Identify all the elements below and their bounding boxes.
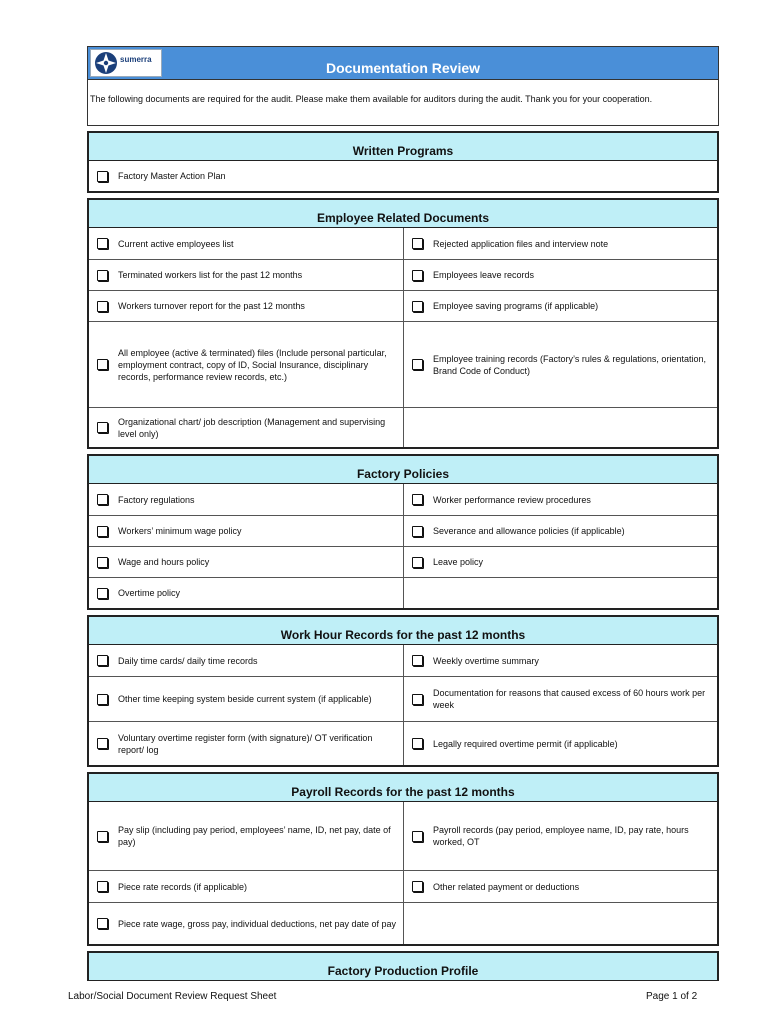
checklist-row (89, 870, 717, 902)
checklist-cell (403, 547, 717, 577)
section-title: Factory Policies (89, 456, 717, 484)
checklist-cell (89, 578, 403, 608)
checklist-cell (89, 722, 403, 765)
checklist-cell (89, 802, 403, 870)
checklist-row (89, 546, 717, 577)
intro-text: The following documents are required for the audit. Please make them available for auditors during the audit. Thank you for your cooperation. (87, 80, 719, 126)
checklist-item-label: Terminated workers list for the past 12 months (118, 270, 303, 280)
section (87, 951, 719, 981)
checkbox[interactable] (412, 526, 423, 537)
section-title: Payroll Records for the past 12 months (89, 774, 717, 802)
checkbox[interactable] (97, 422, 108, 433)
checklist-cell (89, 645, 403, 676)
checklist-cell (89, 322, 403, 407)
checkbox[interactable] (97, 171, 108, 182)
checkbox[interactable] (412, 270, 423, 281)
checklist-item-label: Severance and allowance policies (if applicable) (433, 526, 625, 536)
checklist-row (89, 484, 717, 515)
checkbox[interactable] (97, 655, 108, 666)
checklist-item-label: Employees leave records (433, 270, 535, 280)
checkbox[interactable] (97, 831, 108, 842)
checklist-item-label: Payroll records (pay period, employee name, ID, pay rate, hours worked, OT (433, 825, 689, 847)
section-title: Employee Related Documents (89, 200, 717, 228)
logo-text: sumerra (120, 54, 152, 64)
section (87, 615, 719, 767)
checklist-item-label: Workers’ minimum wage policy (118, 526, 242, 536)
checklist-cell (403, 903, 717, 944)
checkbox[interactable] (97, 588, 108, 599)
checkbox[interactable] (412, 557, 423, 568)
checkbox[interactable] (97, 238, 108, 249)
checkbox[interactable] (97, 881, 108, 892)
checklist-row (89, 902, 717, 944)
checklist-cell (403, 516, 717, 546)
checklist-item-label: Factory Master Action Plan (118, 171, 226, 181)
checklist-cell (403, 645, 717, 676)
checklist-item-label: Pay slip (including pay period, employees’ name, ID, net pay, date of pay) (118, 825, 391, 847)
section-title: Written Programs (89, 133, 717, 161)
checklist-row (89, 259, 717, 290)
checklist-cell (403, 677, 717, 721)
checkbox[interactable] (97, 738, 108, 749)
checklist-cell (403, 260, 717, 290)
checkbox[interactable] (412, 238, 423, 249)
checklist-row (89, 161, 717, 191)
checklist-row (89, 321, 717, 407)
footer-document-name: Labor/Social Document Review Request Sheet (68, 991, 277, 1002)
checklist-row (89, 515, 717, 546)
checkbox[interactable] (412, 655, 423, 666)
section (87, 772, 719, 946)
checklist-item-label: Documentation for reasons that caused excess of 60 hours work per week (433, 688, 706, 710)
checklist-row (89, 721, 717, 765)
compass-logo-icon (93, 51, 119, 75)
checklist-item-label: Rejected application files and interview note (433, 238, 609, 249)
checklist-item-label: Other time keeping system beside current system (if applicable) (118, 694, 372, 704)
checklist-row (89, 407, 717, 447)
checklist-item-label: Employee training records (Factory’s rules & regulations, orientation, Brand Code of Conduct) (433, 353, 706, 376)
checkbox[interactable] (97, 526, 108, 537)
checklist-row (89, 290, 717, 321)
checklist-item-label: Wage and hours policy (118, 557, 210, 567)
checklist-cell (403, 228, 717, 259)
checklist-item-label: Worker performance review procedures (433, 494, 591, 505)
checklist-cell (403, 484, 717, 515)
checklist-cell (89, 903, 403, 944)
checklist-item-label: Piece rate records (if applicable) (118, 881, 248, 892)
page-title: Documentation Review (325, 60, 481, 76)
checklist-item-label: Current active employees list (118, 238, 234, 249)
checklist-cell (89, 228, 403, 259)
checklist-item-label: Workers turnover report for the past 12 months (118, 301, 305, 311)
checklist-cell (89, 408, 403, 447)
checklist-item-label: Piece rate wage, gross pay, individual deductions, net pay date of pay (118, 918, 397, 929)
checklist-cell (403, 722, 717, 765)
checklist-cell (89, 677, 403, 721)
checklist-cell (403, 322, 717, 407)
checklist-item-label: Organizational chart/ job description (Management and supervising level only) (118, 416, 386, 439)
checklist-cell (403, 408, 717, 447)
checkbox[interactable] (412, 694, 423, 705)
checkbox[interactable] (97, 359, 108, 370)
section-title: Factory Production Profile (89, 953, 717, 981)
checkbox[interactable] (412, 831, 423, 842)
checklist-row (89, 802, 717, 870)
checklist-row (89, 645, 717, 676)
section (87, 454, 719, 610)
checkbox[interactable] (97, 301, 108, 312)
checklist-cell (89, 161, 717, 191)
checklist-item-label: All employee (active & terminated) files (Include personal particular, employment contract, copy of ID, Social Insurance, disciplinary records, performance review records, etc.) (118, 347, 387, 382)
checklist-item-label: Daily time cards/ daily time records (118, 655, 258, 666)
checkbox[interactable] (412, 359, 423, 370)
section (87, 198, 719, 449)
checkbox[interactable] (412, 881, 423, 892)
checklist-item-label: Voluntary overtime register form (with signature)/ OT verification report/ log (118, 732, 373, 755)
checklist-cell (89, 291, 403, 321)
checklist-cell (89, 260, 403, 290)
review-sheet (87, 46, 719, 981)
footer-page-number: Page 1 of 2 (646, 991, 698, 1002)
checklist-item-label: Overtime policy (118, 588, 181, 598)
checklist-row (89, 228, 717, 259)
checklist-cell (403, 802, 717, 870)
checklist-item-label: Weekly overtime summary (433, 655, 539, 666)
checklist-item-label: Factory regulations (118, 494, 195, 505)
checkbox[interactable] (97, 918, 108, 929)
checklist-cell (403, 291, 717, 321)
checkbox[interactable] (97, 694, 108, 705)
title-bar (87, 46, 719, 80)
company-logo (90, 49, 162, 77)
checklist-row (89, 676, 717, 721)
checklist-item-label: Employee saving programs (if applicable) (433, 301, 599, 311)
checklist-row (89, 577, 717, 608)
checklist-item-label: Leave policy (433, 557, 484, 567)
checklist-cell (89, 547, 403, 577)
section-title: Work Hour Records for the past 12 months (89, 617, 717, 645)
checklist-cell (89, 871, 403, 902)
checkbox[interactable] (412, 738, 423, 749)
checklist-cell (403, 871, 717, 902)
checkbox[interactable] (97, 557, 108, 568)
checklist-item-label: Legally required overtime permit (if applicable) (433, 738, 618, 749)
checkbox[interactable] (412, 301, 423, 312)
checkbox[interactable] (97, 270, 108, 281)
checklist-cell (403, 578, 717, 608)
checkbox[interactable] (97, 494, 108, 505)
checkbox[interactable] (412, 494, 423, 505)
checklist-cell (89, 516, 403, 546)
section (87, 131, 719, 193)
checklist-cell (89, 484, 403, 515)
checklist-item-label: Other related payment or deductions (433, 881, 580, 892)
